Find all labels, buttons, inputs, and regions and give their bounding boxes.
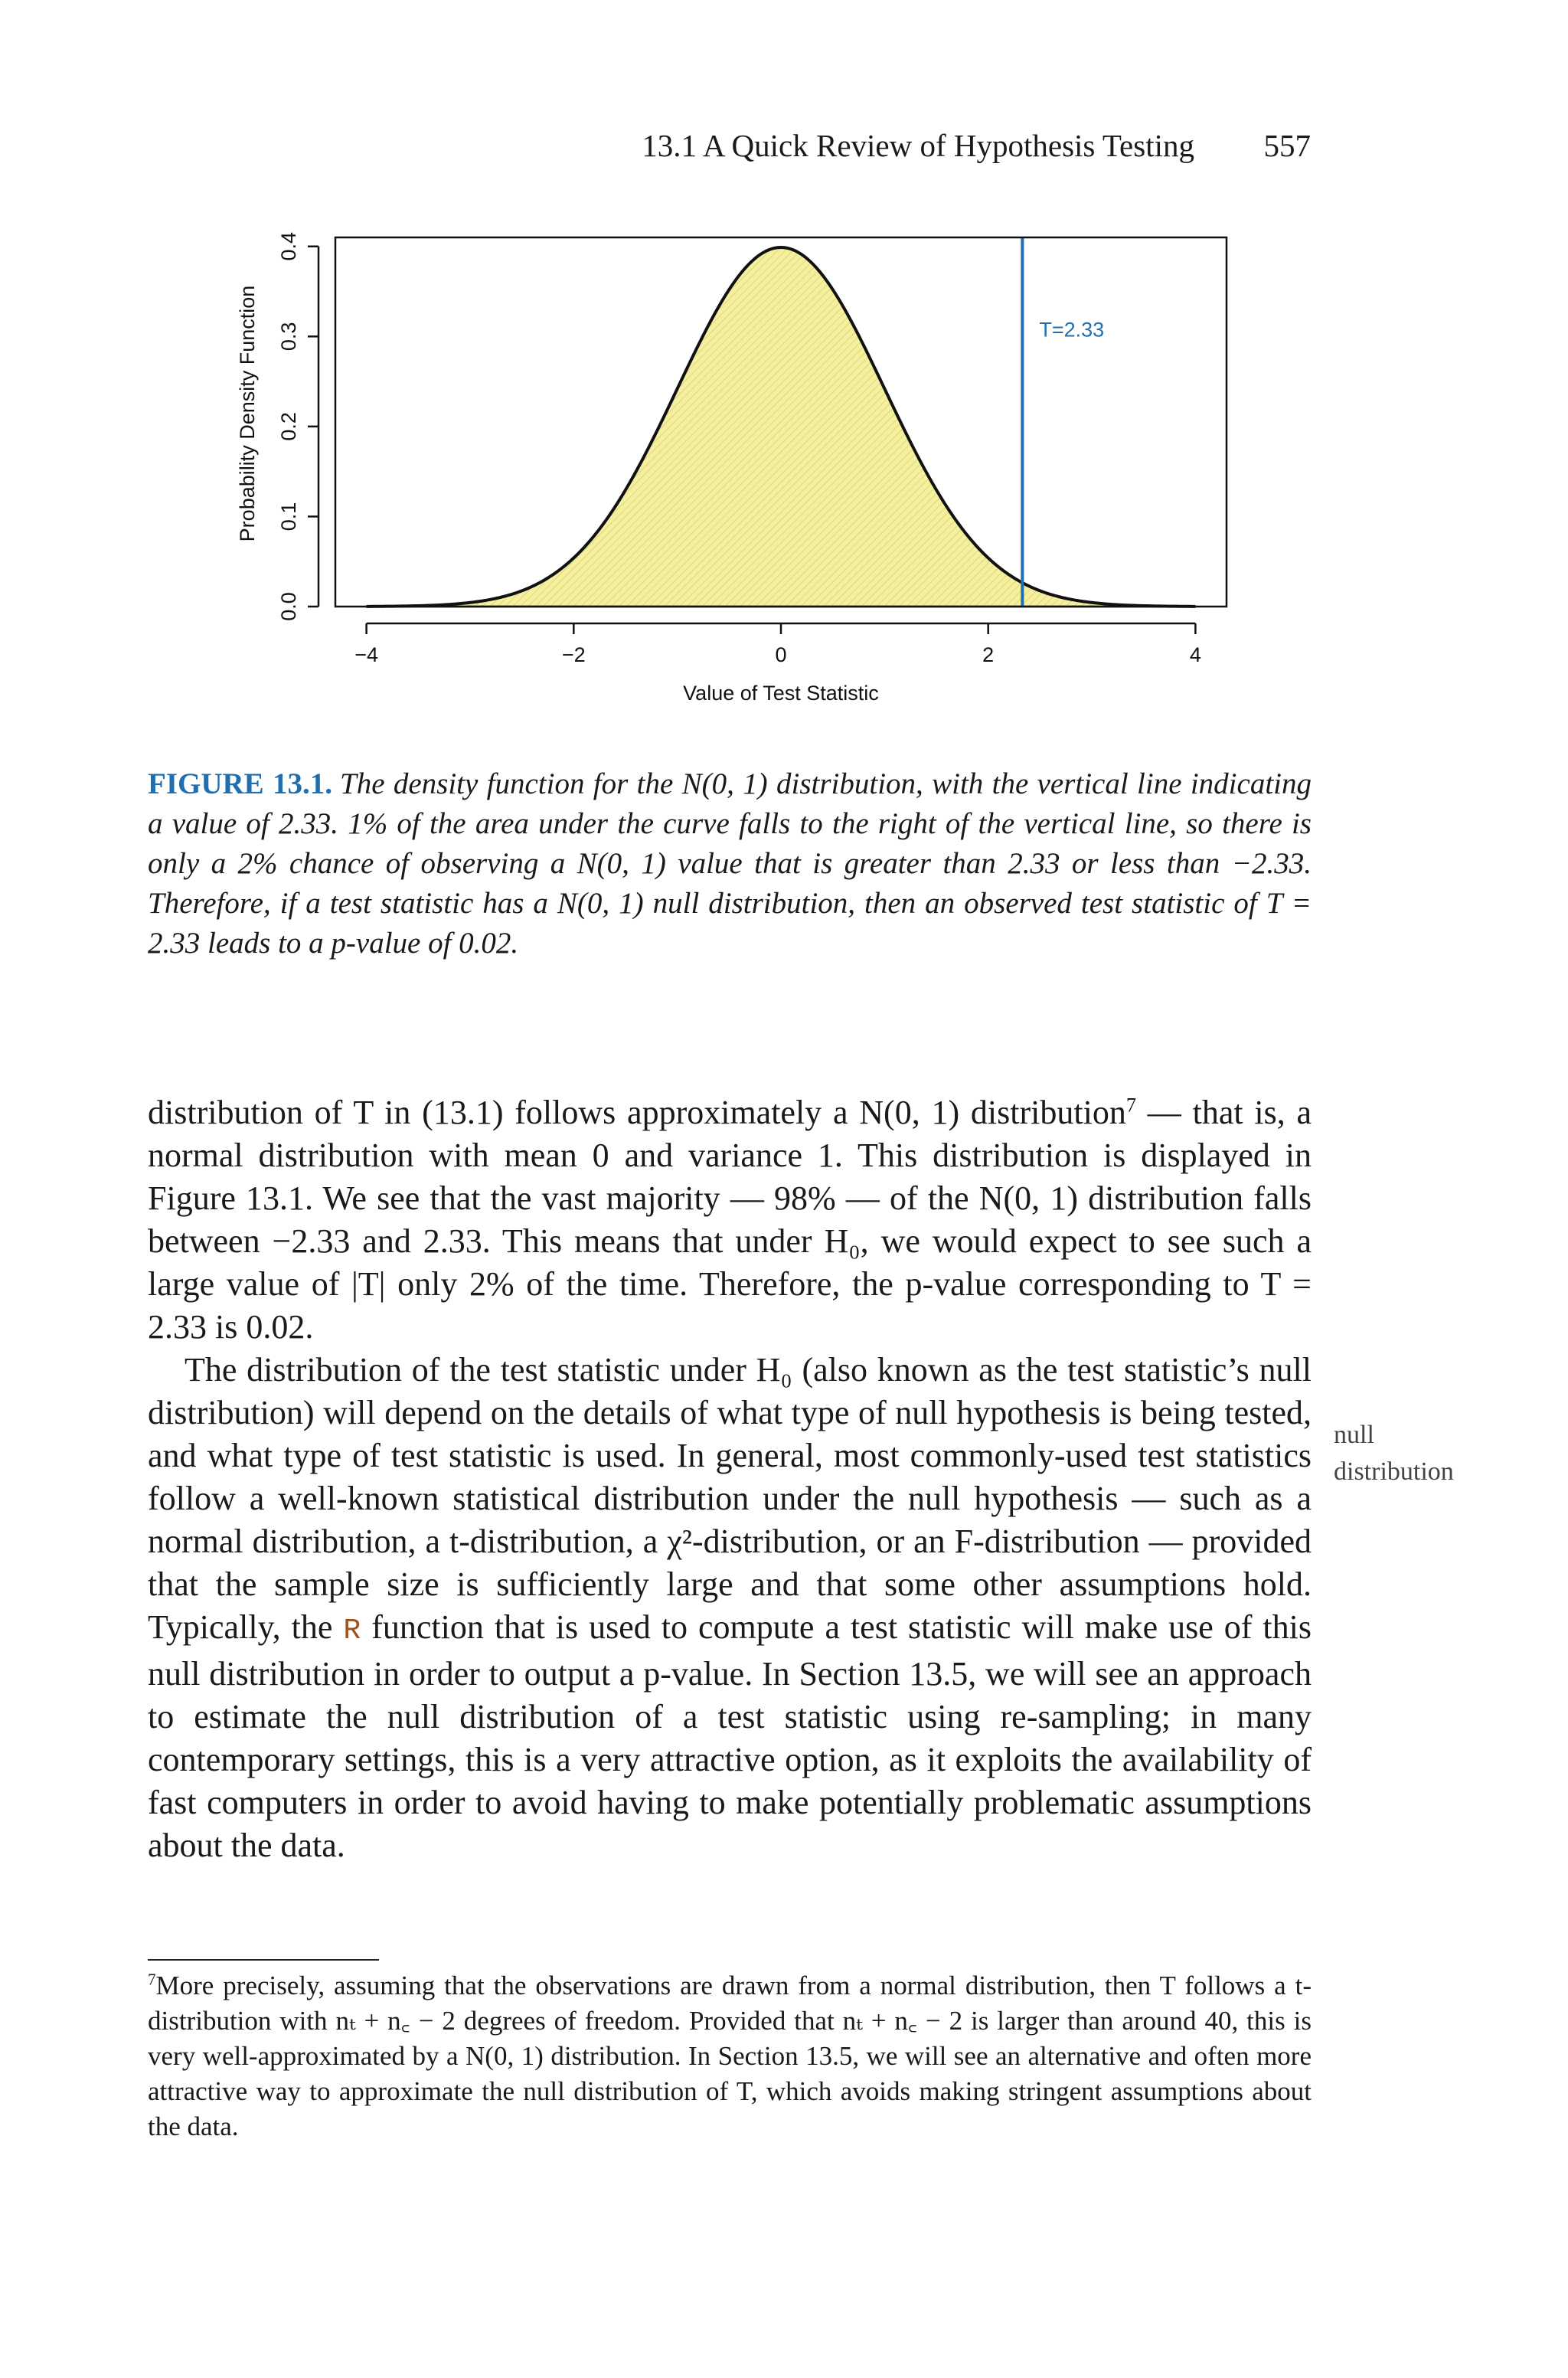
- y-tick-label: 0.2: [277, 412, 300, 441]
- x-tick-label: 0: [775, 643, 787, 666]
- x-tick-label: 2: [982, 643, 995, 666]
- y-tick-label: 0.1: [277, 502, 300, 532]
- x-tick-label: −4: [354, 643, 379, 666]
- caption-text: The density function for the N(0, 1) distribution, with the vertical line indicating a value of 2.33. 1% of the area under the curve falls to the right of the vertical line, so there is only a 2% chance of observing a N(0, 1) value that is greater than 2.33 or less than −2.33. Therefore, if a test statistic has a N(0, 1) null distribution, then an observed test statistic of T = 2.33 leads to a p-value of 0.02.: [148, 767, 1312, 960]
- paragraph-2-text-a: The distribution of the test statistic under H₀ (also known as the test statistic’s null distribution) will depend on the details of what type of null hypothesis is being tested, and what type of test statistic is used. In general, most commonly-used test statistics follow a well-known statistical distribution under the null hypothesis — such as a normal distribution, a t-distribution, a χ²-distribution, or an F-distribution — provided that the sample size is sufficiently large and that some other assumptions hold. Typically, the: [148, 1351, 1312, 1646]
- y-tick-label: 0.3: [277, 322, 300, 352]
- running-head: [536, 127, 1311, 173]
- margin-note-line-2: distribution: [1334, 1457, 1454, 1486]
- margin-note: [1334, 1417, 1517, 1490]
- r-code-inline: R: [343, 1614, 361, 1647]
- caption-label: FIGURE 13.1.: [148, 767, 333, 800]
- y-tick-label: 0.4: [277, 231, 300, 261]
- figure-13-1: [222, 222, 1263, 728]
- page-number: 557: [1263, 128, 1311, 163]
- x-tick-label: 4: [1189, 643, 1201, 666]
- y-tick-label: 0.0: [277, 592, 300, 621]
- paragraph-2: [148, 1349, 1312, 1867]
- footnote-mark: 7: [148, 1970, 156, 1989]
- footnote-ref: 7: [1125, 1093, 1137, 1117]
- figure-caption: [148, 764, 1312, 963]
- density-area: [367, 247, 1196, 607]
- footnote: [148, 1968, 1312, 2144]
- x-axis-label: Value of Test Statistic: [683, 682, 879, 705]
- paragraph-1-text-b: — that is, a normal distribution with mean 0 and variance 1. This distribution is displayed in Figure 13.1. We see that the vast majority — 98% — of the N(0, 1) distribution falls between −2.33 and 2.33. This means that under H₀, we would expect to see such a large value of |T| only 2% of the time. Therefore, the p-value corresponding to T = 2.33 is 0.02.: [148, 1094, 1312, 1346]
- paragraph-2-text-b: function that is used to compute a test statistic will make use of this null distribution in order to output a p-value. In Section 13.5, we will see an approach to estimate the null distribution of a test statistic using re-sampling; in many contemporary settings, this is a very attractive option, as it exploits the availability of fast computers in order to avoid having to make potentially problematic assumptions about the data.: [148, 1608, 1312, 1864]
- density-chart: [222, 222, 1263, 728]
- paragraph-1: [148, 1091, 1312, 1349]
- body-text: [148, 1091, 1312, 1867]
- test-statistic-label: T=2.33: [1039, 318, 1105, 342]
- x-tick-label: −2: [561, 643, 586, 666]
- margin-note-line-1: null: [1334, 1421, 1374, 1449]
- y-axis-label: Probability Density Function: [236, 285, 259, 542]
- running-head-title: 13.1 A Quick Review of Hypothesis Testing: [642, 128, 1194, 163]
- paragraph-1-text-a: distribution of T in (13.1) follows approximately a N(0, 1) distribution: [148, 1094, 1126, 1131]
- footnote-text: More precisely, assuming that the observations are drawn from a normal distribution, then T follows a t-distribution with nₜ + n꜀ − 2 degrees of freedom. Provided that nₜ + n꜀ − 2 is larger than around 40, this is very well-approximated by a N(0, 1) distribution. In Section 13.5, we will see an alternative and often more attractive way to approximate the null distribution of T, which avoids making stringent assumptions about the data.: [148, 1971, 1312, 2141]
- footnote-rule: [148, 1959, 379, 1961]
